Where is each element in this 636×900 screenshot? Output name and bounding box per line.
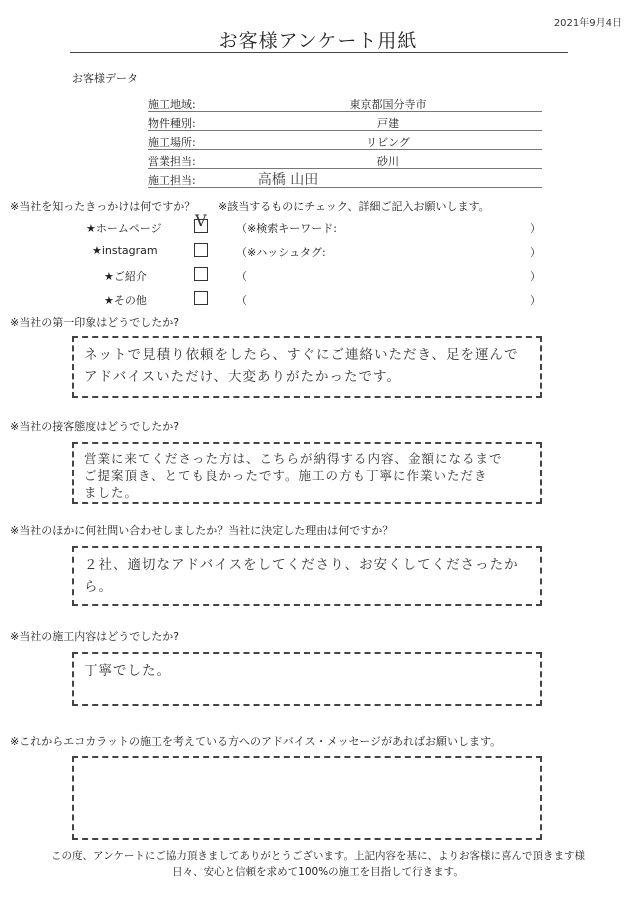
customer-row-label: 施工担当: bbox=[148, 174, 196, 187]
customer-row-label: 施工地域: bbox=[148, 98, 196, 111]
q6-question: ※これからエコカラットの施工を考えている方へのアドバイス・メッセージがあればお願いします。 bbox=[10, 735, 502, 748]
q1-question: ※当社を知ったきっかけは何ですか？ bbox=[10, 200, 196, 213]
q2-answer-text: ネットで見積り依頼をしたら、すぐにご連絡いただき、足を運んで アドバイスいただけ、大変ありがたかったです。 bbox=[84, 347, 519, 385]
q4-question: ※当社のほかに何社問い合わせしましたか？当社に決定した理由は何ですか？ bbox=[10, 524, 394, 537]
option-label-instagram: ★instagram bbox=[92, 244, 158, 257]
q2-question: ※当社の第一印象はどうでしたか? bbox=[10, 316, 180, 329]
footer-message bbox=[0, 848, 636, 880]
option-label-homepage: ★ホームページ bbox=[86, 222, 162, 235]
q6-answer-text bbox=[74, 758, 540, 770]
check-mark: V bbox=[195, 211, 207, 230]
q5-answer-box[interactable] bbox=[72, 652, 542, 706]
checkbox-other[interactable] bbox=[194, 291, 208, 305]
q6-answer-box[interactable] bbox=[72, 756, 542, 840]
q4-answer-text: ２社、適切なアドバイスをしてくださり、お安くしてくださったから。 bbox=[84, 557, 519, 595]
customer-row-label: 営業担当: bbox=[148, 155, 196, 168]
customer-row-value: 東京都国分寺市 bbox=[349, 98, 427, 111]
q4-answer-box[interactable] bbox=[72, 546, 542, 606]
customer-row-value: 戸建 bbox=[377, 117, 399, 130]
customer-row-installer bbox=[148, 170, 542, 188]
option-detail-instagram: （※ハッシュタグ: bbox=[236, 246, 326, 259]
q5-question: ※当社の施工内容はどうでしたか? bbox=[10, 630, 180, 643]
checkbox-instagram[interactable] bbox=[194, 243, 208, 257]
customer-row-value: リビング bbox=[366, 136, 410, 149]
option-close-paren: ） bbox=[530, 222, 541, 235]
q2-answer-box[interactable] bbox=[72, 336, 542, 398]
q1-note: ※該当するものにチェック、詳細ご記入お願いします。 bbox=[218, 200, 490, 213]
customer-row-label: 施工場所: bbox=[148, 136, 196, 149]
date: 2021年9月4日 bbox=[553, 18, 622, 29]
page-title: お客様アンケート用紙 bbox=[218, 30, 418, 52]
q3-answer-box[interactable] bbox=[72, 442, 542, 504]
option-close-paren: ） bbox=[530, 270, 541, 283]
customer-row-label: 物件種別: bbox=[148, 117, 196, 130]
customer-row-value: 砂川 bbox=[377, 155, 399, 168]
customer-row-sales bbox=[148, 151, 542, 169]
q3-question: ※当社の接客態度はどうでしたか? bbox=[10, 420, 180, 433]
option-detail-homepage: （※検索キーワード: bbox=[236, 222, 337, 235]
checkbox-referral[interactable] bbox=[194, 267, 208, 281]
customer-row-location bbox=[148, 132, 542, 150]
footer-line-1: この度、アンケートにご協力頂きましてありがとうございます。上記内容を基に、よりお客様に喜んで頂きます様 bbox=[50, 850, 586, 862]
title-underline bbox=[70, 52, 568, 53]
option-detail-referral: （ bbox=[236, 270, 247, 283]
option-close-paren: ） bbox=[530, 246, 541, 259]
option-detail-other: （ bbox=[236, 294, 247, 307]
customer-row-value-handwritten: 高橋 山田 bbox=[257, 172, 319, 188]
option-close-paren: ） bbox=[530, 294, 541, 307]
q3-answer-text: 営業に来てくださった方は、こちらが納得する内容、金額になるまで ご提案頂き、とても良かったです。施工の方も丁寧に作業いただき ました。 bbox=[84, 451, 503, 500]
customer-section-label: お客様データ bbox=[72, 72, 138, 85]
customer-row-property-type bbox=[148, 113, 542, 131]
footer-line-2: 日々、安心と信頼を求めて100%の施工を目指して行きます。 bbox=[172, 866, 464, 878]
option-label-other: ★その他 bbox=[104, 294, 147, 307]
customer-row-area bbox=[148, 94, 542, 112]
option-label-referral: ★ご紹介 bbox=[104, 270, 147, 283]
q5-answer-text: 丁寧でした。 bbox=[84, 663, 171, 679]
